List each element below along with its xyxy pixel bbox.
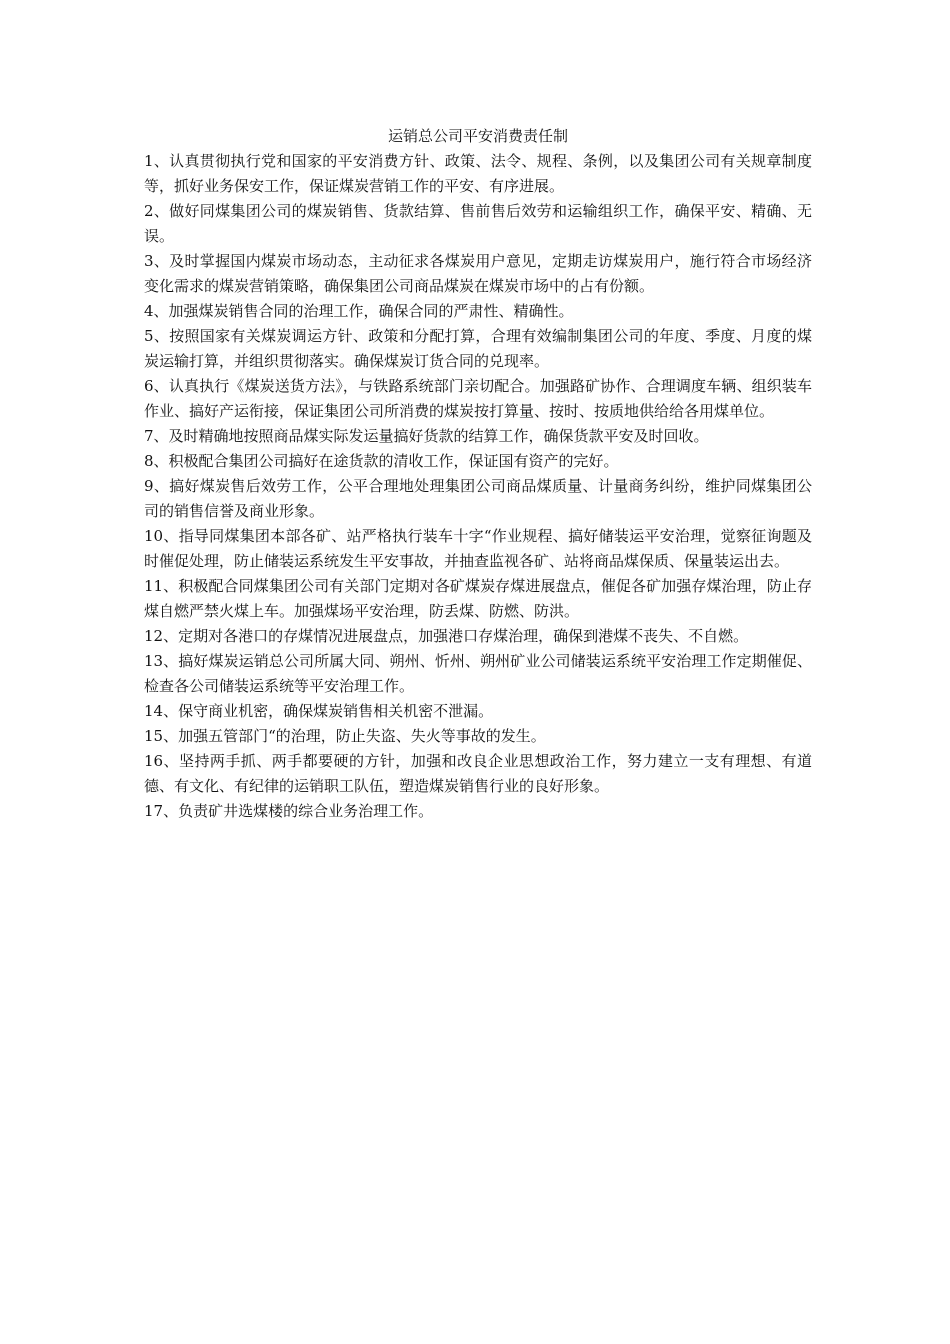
clause-4: 4、加强煤炭销售合同的治理工作，确保合同的严肃性、精确性。 <box>144 302 574 320</box>
document-body <box>144 124 812 824</box>
clause-1: 1、认真贯彻执行党和国家的平安消费方针、政策、法令、规程、条例，以及集团公司有关规章制度等，抓好业务保安工作，保证煤炭营销工作的平安、有序进展。 <box>144 152 812 195</box>
clause-6: 6、认真执行《煤炭送货方法》，与铁路系统部门亲切配合。加强路矿协作、合理调度车辆、组织装车作业、搞好产运衔接，保证集团公司所消费的煤炭按打算量、按时、按质地供给给各用煤单位。 <box>144 377 812 420</box>
clause-8: 8、积极配合集团公司搞好在途货款的清收工作，保证国有资产的完好。 <box>144 452 619 470</box>
clause-15: 15、加强五管部门“的治理，防止失盗、失火等事故的发生。 <box>144 727 546 745</box>
clause-17: 17、负责矿井选煤楼的综合业务治理工作。 <box>144 802 434 820</box>
clause-7: 7、及时精确地按照商品煤实际发运量搞好货款的结算工作，确保货款平安及时回收。 <box>144 427 709 445</box>
clause-9: 9、搞好煤炭售后效劳工作，公平合理地处理集团公司商品煤质量、计量商务纠纷，维护同煤集团公司的销售信誉及商业形象。 <box>144 477 812 520</box>
clause-11: 11、积极配合同煤集团公司有关部门定期对各矿煤炭存煤进展盘点，催促各矿加强存煤治理，防止存煤自燃严禁火煤上车。加强煤场平安治理，防丢煤、防燃、防洪。 <box>144 577 812 620</box>
clause-5: 5、按照国家有关煤炭调运方针、政策和分配打算，合理有效编制集团公司的年度、季度、月度的煤炭运输打算，并组织贯彻落实。确保煤炭订货合同的兑现率。 <box>144 327 812 370</box>
clause-12: 12、定期对各港口的存煤情况进展盘点，加强港口存煤治理，确保到港煤不丧失、不自燃。 <box>144 627 749 645</box>
clause-16: 16、坚持两手抓、两手都要硬的方针，加强和改良企业思想政治工作，努力建立一支有理想、有道德、有文化、有纪律的运销职工队伍，塑造煤炭销售行业的良好形象。 <box>144 752 812 795</box>
clause-2: 2、做好同煤集团公司的煤炭销售、货款结算、售前售后效劳和运输组织工作，确保平安、精确、无误。 <box>144 202 812 245</box>
clause-13: 13、搞好煤炭运销总公司所属大同、朔州、忻州、朔州矿业公司储装运系统平安治理工作定期催促、检查各公司储装运系统等平安治理工作。 <box>144 652 812 695</box>
clause-10: 10、指导同煤集团本部各矿、站严格执行装车十字“作业规程、搞好储装运平安治理，觉察征询题及时催促处理，防止储装运系统发生平安事故，并抽查监视各矿、站将商品煤保质、保量装运出去。 <box>144 527 812 570</box>
document-title: 运销总公司平安消费责任制 <box>387 127 568 145</box>
clause-14: 14、保守商业机密，确保煤炭销售相关机密不泄漏。 <box>144 702 494 720</box>
clause-3: 3、及时掌握国内煤炭市场动态，主动征求各煤炭用户意见，定期走访煤炭用户，施行符合市场经济变化需求的煤炭营销策略，确保集团公司商品煤炭在煤炭市场中的占有份额。 <box>144 252 812 295</box>
